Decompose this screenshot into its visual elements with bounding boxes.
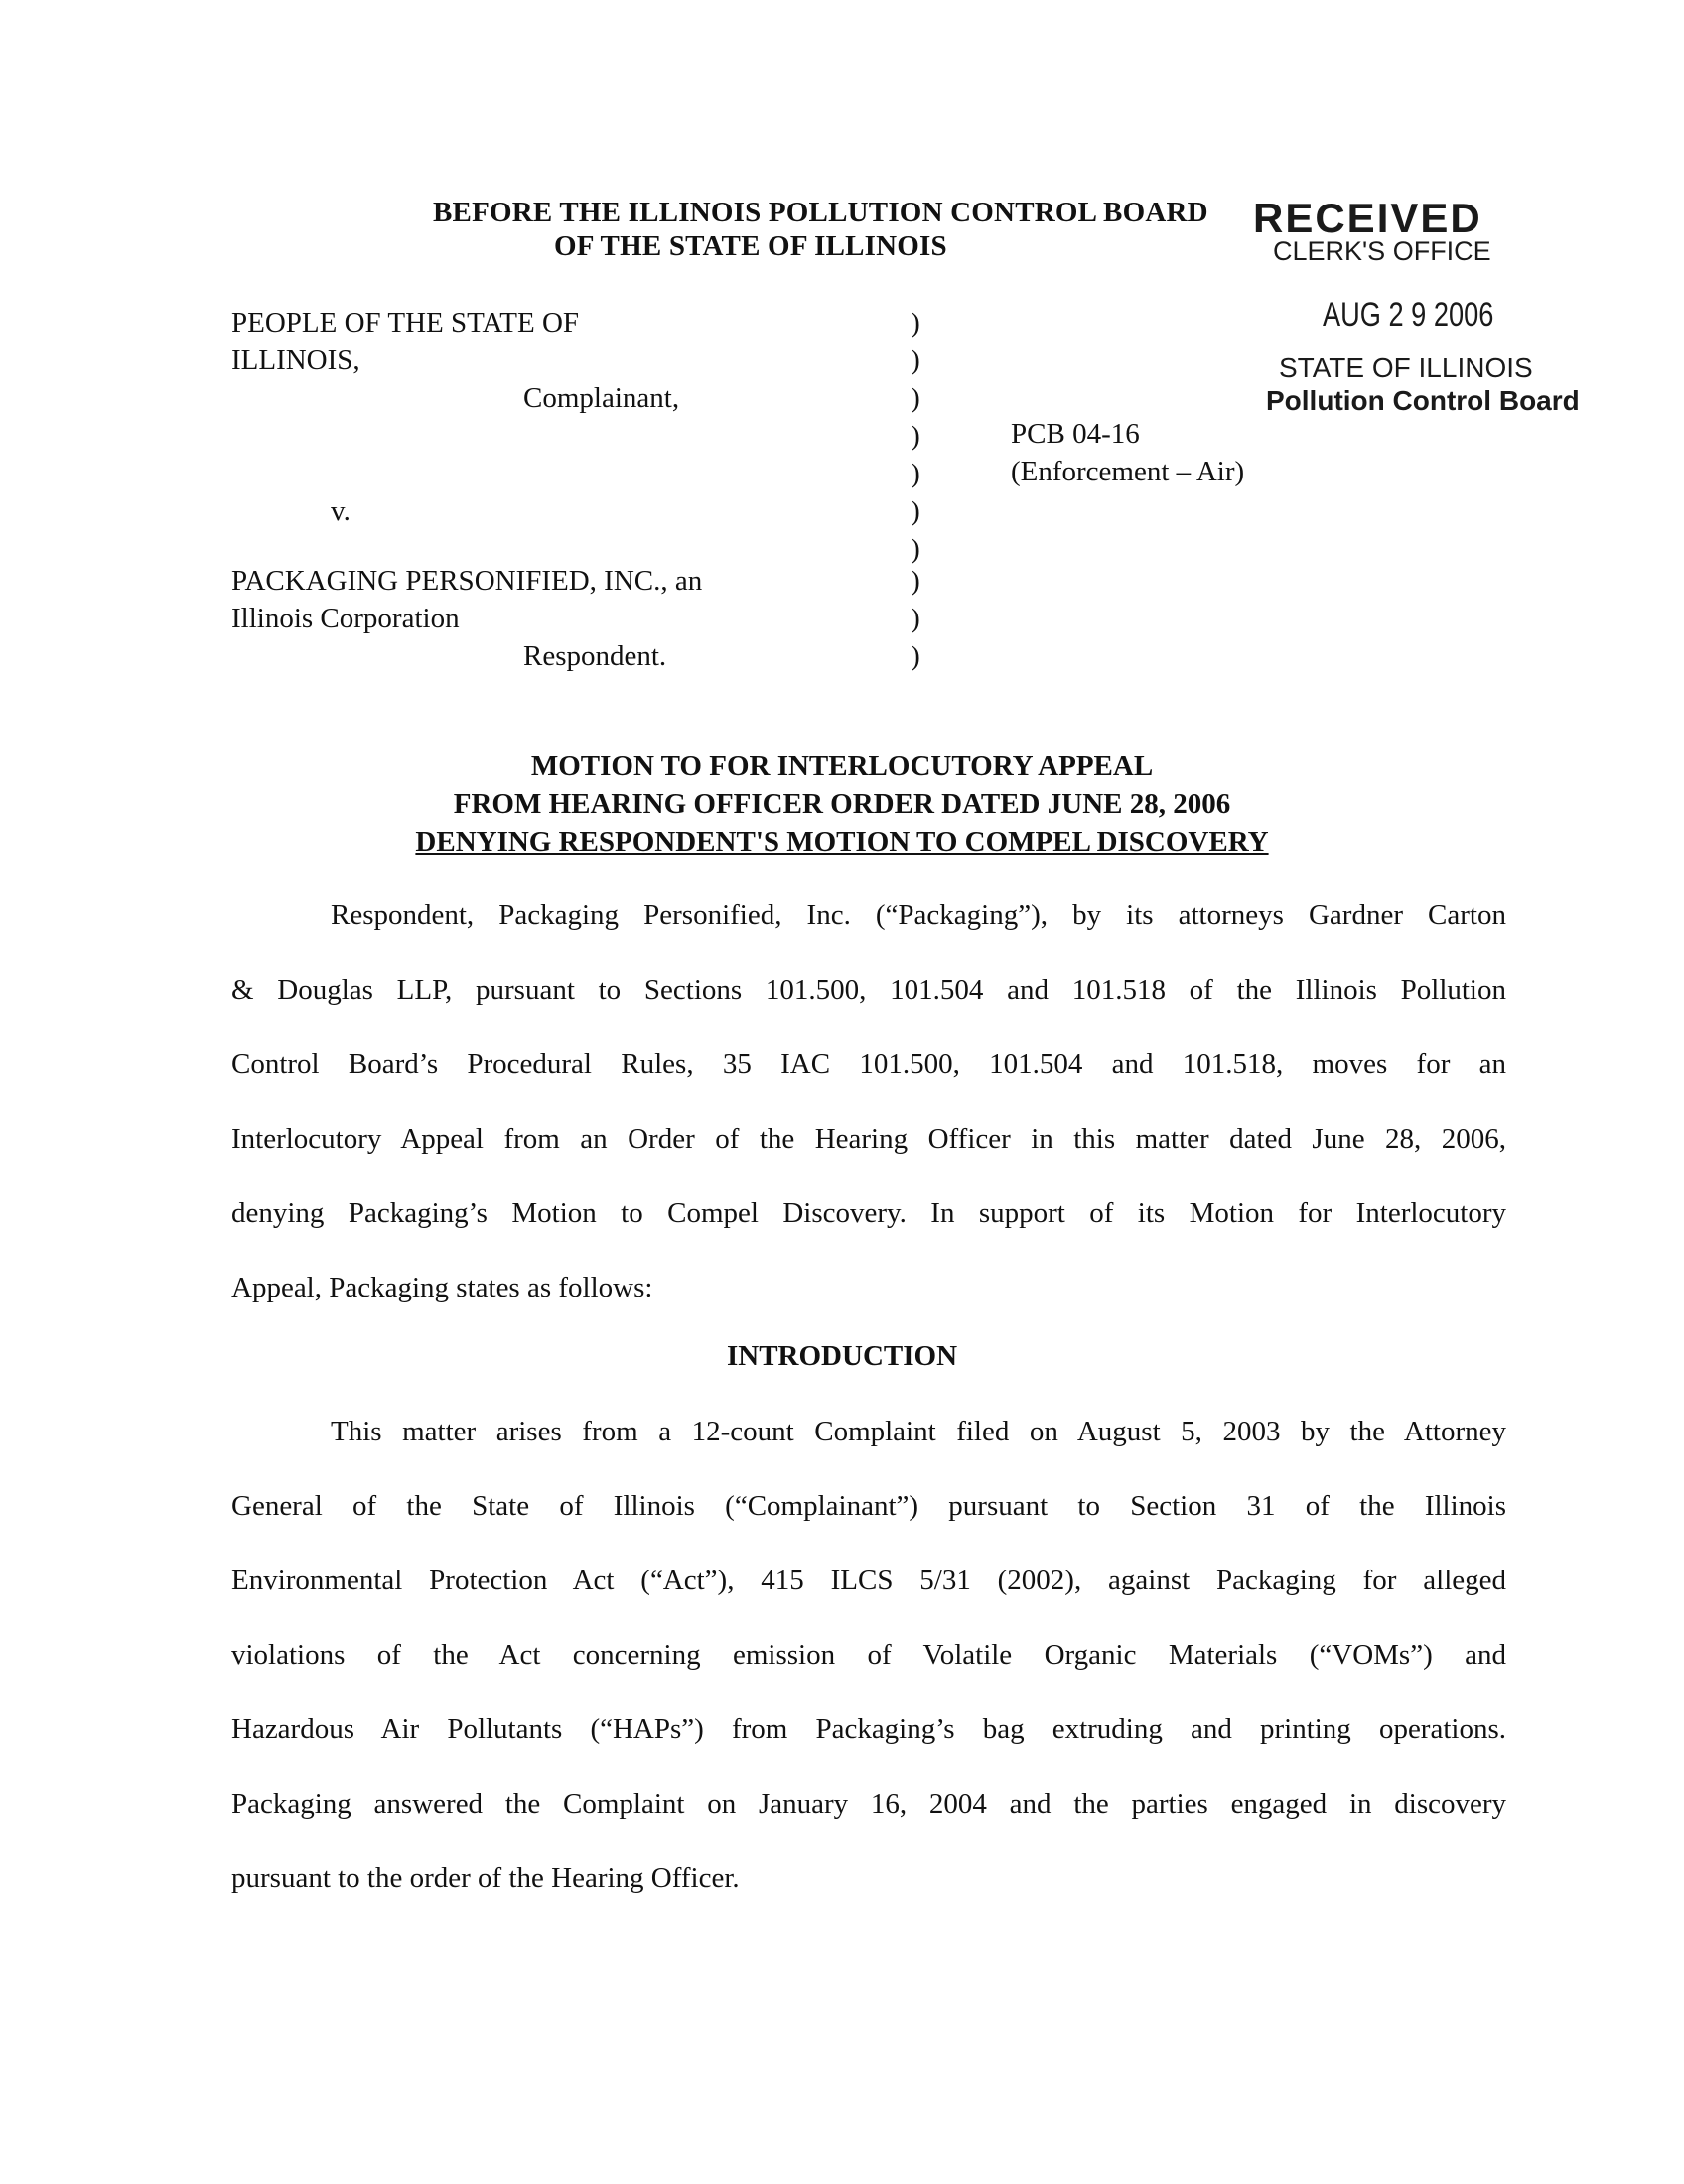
caption-paren: )	[911, 344, 920, 376]
paragraph-line: pursuant to the order of the Hearing Officer.	[231, 1862, 740, 1894]
received-stamp: RECEIVED	[1253, 195, 1482, 241]
received-stamp-clerk: CLERK'S OFFICE	[1273, 236, 1491, 266]
body-paragraph	[231, 1395, 1506, 1916]
versus: v.	[331, 495, 351, 527]
complainant-role: Complainant,	[523, 382, 680, 414]
paragraph-line: Interlocutory Appeal from an Order of the Hearing Officer in this matter dated June 28, 2006,	[231, 1123, 1506, 1155]
caption-paren: )	[911, 565, 920, 597]
court-name-line1: BEFORE THE ILLINOIS POLLUTION CONTROL BOARD	[433, 197, 1208, 228]
paragraph-line: Appeal, Packaging states as follows:	[231, 1272, 653, 1303]
received-stamp-state: STATE OF ILLINOIS	[1279, 352, 1533, 383]
respondent-role: Respondent.	[523, 640, 667, 672]
paragraph-line: denying Packaging’s Motion to Compel Discovery. In support of its Motion for Interlocutory	[231, 1197, 1506, 1229]
respondent-name-line2: Illinois Corporation	[231, 603, 460, 634]
caption-paren: )	[911, 458, 920, 489]
caption-paren: )	[911, 307, 920, 339]
paragraph-line: violations of the Act concerning emission of Volatile Organic Materials (“VOMs”) and	[231, 1639, 1506, 1671]
paragraph-line: General of the State of Illinois (“Complainant”) pursuant to Section 31 of the Illinois	[231, 1490, 1506, 1522]
motion-title-line2: FROM HEARING OFFICER ORDER DATED JUNE 28, 2006	[453, 788, 1231, 820]
received-stamp-date: AUG 2 9 2006	[1323, 296, 1494, 334]
caption-paren: )	[911, 420, 920, 452]
caption-paren: )	[911, 603, 920, 634]
case-number: PCB 04-16	[1011, 418, 1140, 450]
received-stamp-board: Pollution Control Board	[1266, 385, 1580, 416]
paragraph-line: Hazardous Air Pollutants (“HAPs”) from Packaging’s bag extruding and printing operations.	[231, 1713, 1506, 1745]
court-name-line2: OF THE STATE OF ILLINOIS	[554, 230, 947, 262]
paragraph-line: Control Board’s Procedural Rules, 35 IAC 101.500, 101.504 and 101.518, moves for an	[231, 1048, 1506, 1080]
paragraph-line: Respondent, Packaging Personified, Inc. (“Packaging”), by its attorneys Gardner Carton	[331, 899, 1506, 931]
paragraph-line: Environmental Protection Act (“Act”), 415 ILCS 5/31 (2002), against Packaging for alleged	[231, 1565, 1506, 1596]
complainant-name-line2: ILLINOIS,	[231, 344, 360, 376]
complainant-name-line1: PEOPLE OF THE STATE OF	[231, 307, 580, 339]
paragraph-line: This matter arises from a 12-count Complaint filed on August 5, 2003 by the Attorney	[331, 1416, 1506, 1447]
motion-title-line1: MOTION TO FOR INTERLOCUTORY APPEAL	[530, 751, 1154, 782]
caption-paren: )	[911, 640, 920, 672]
paragraph-line: Packaging answered the Complaint on January 16, 2004 and the parties engaged in discovery	[231, 1788, 1506, 1820]
caption-paren: )	[911, 495, 920, 527]
caption-paren: )	[911, 382, 920, 414]
respondent-name-line1: PACKAGING PERSONIFIED, INC., an	[231, 565, 703, 597]
case-type: (Enforcement – Air)	[1011, 456, 1245, 487]
intro-paragraph	[231, 879, 1506, 1325]
paragraph-line: & Douglas LLP, pursuant to Sections 101.500, 101.504 and 101.518 of the Illinois Pollution	[231, 974, 1506, 1006]
motion-title-line3: DENYING RESPONDENT'S MOTION TO COMPEL DISCOVERY	[415, 826, 1269, 858]
section-heading: INTRODUCTION	[726, 1340, 958, 1372]
caption-paren: )	[911, 533, 920, 565]
